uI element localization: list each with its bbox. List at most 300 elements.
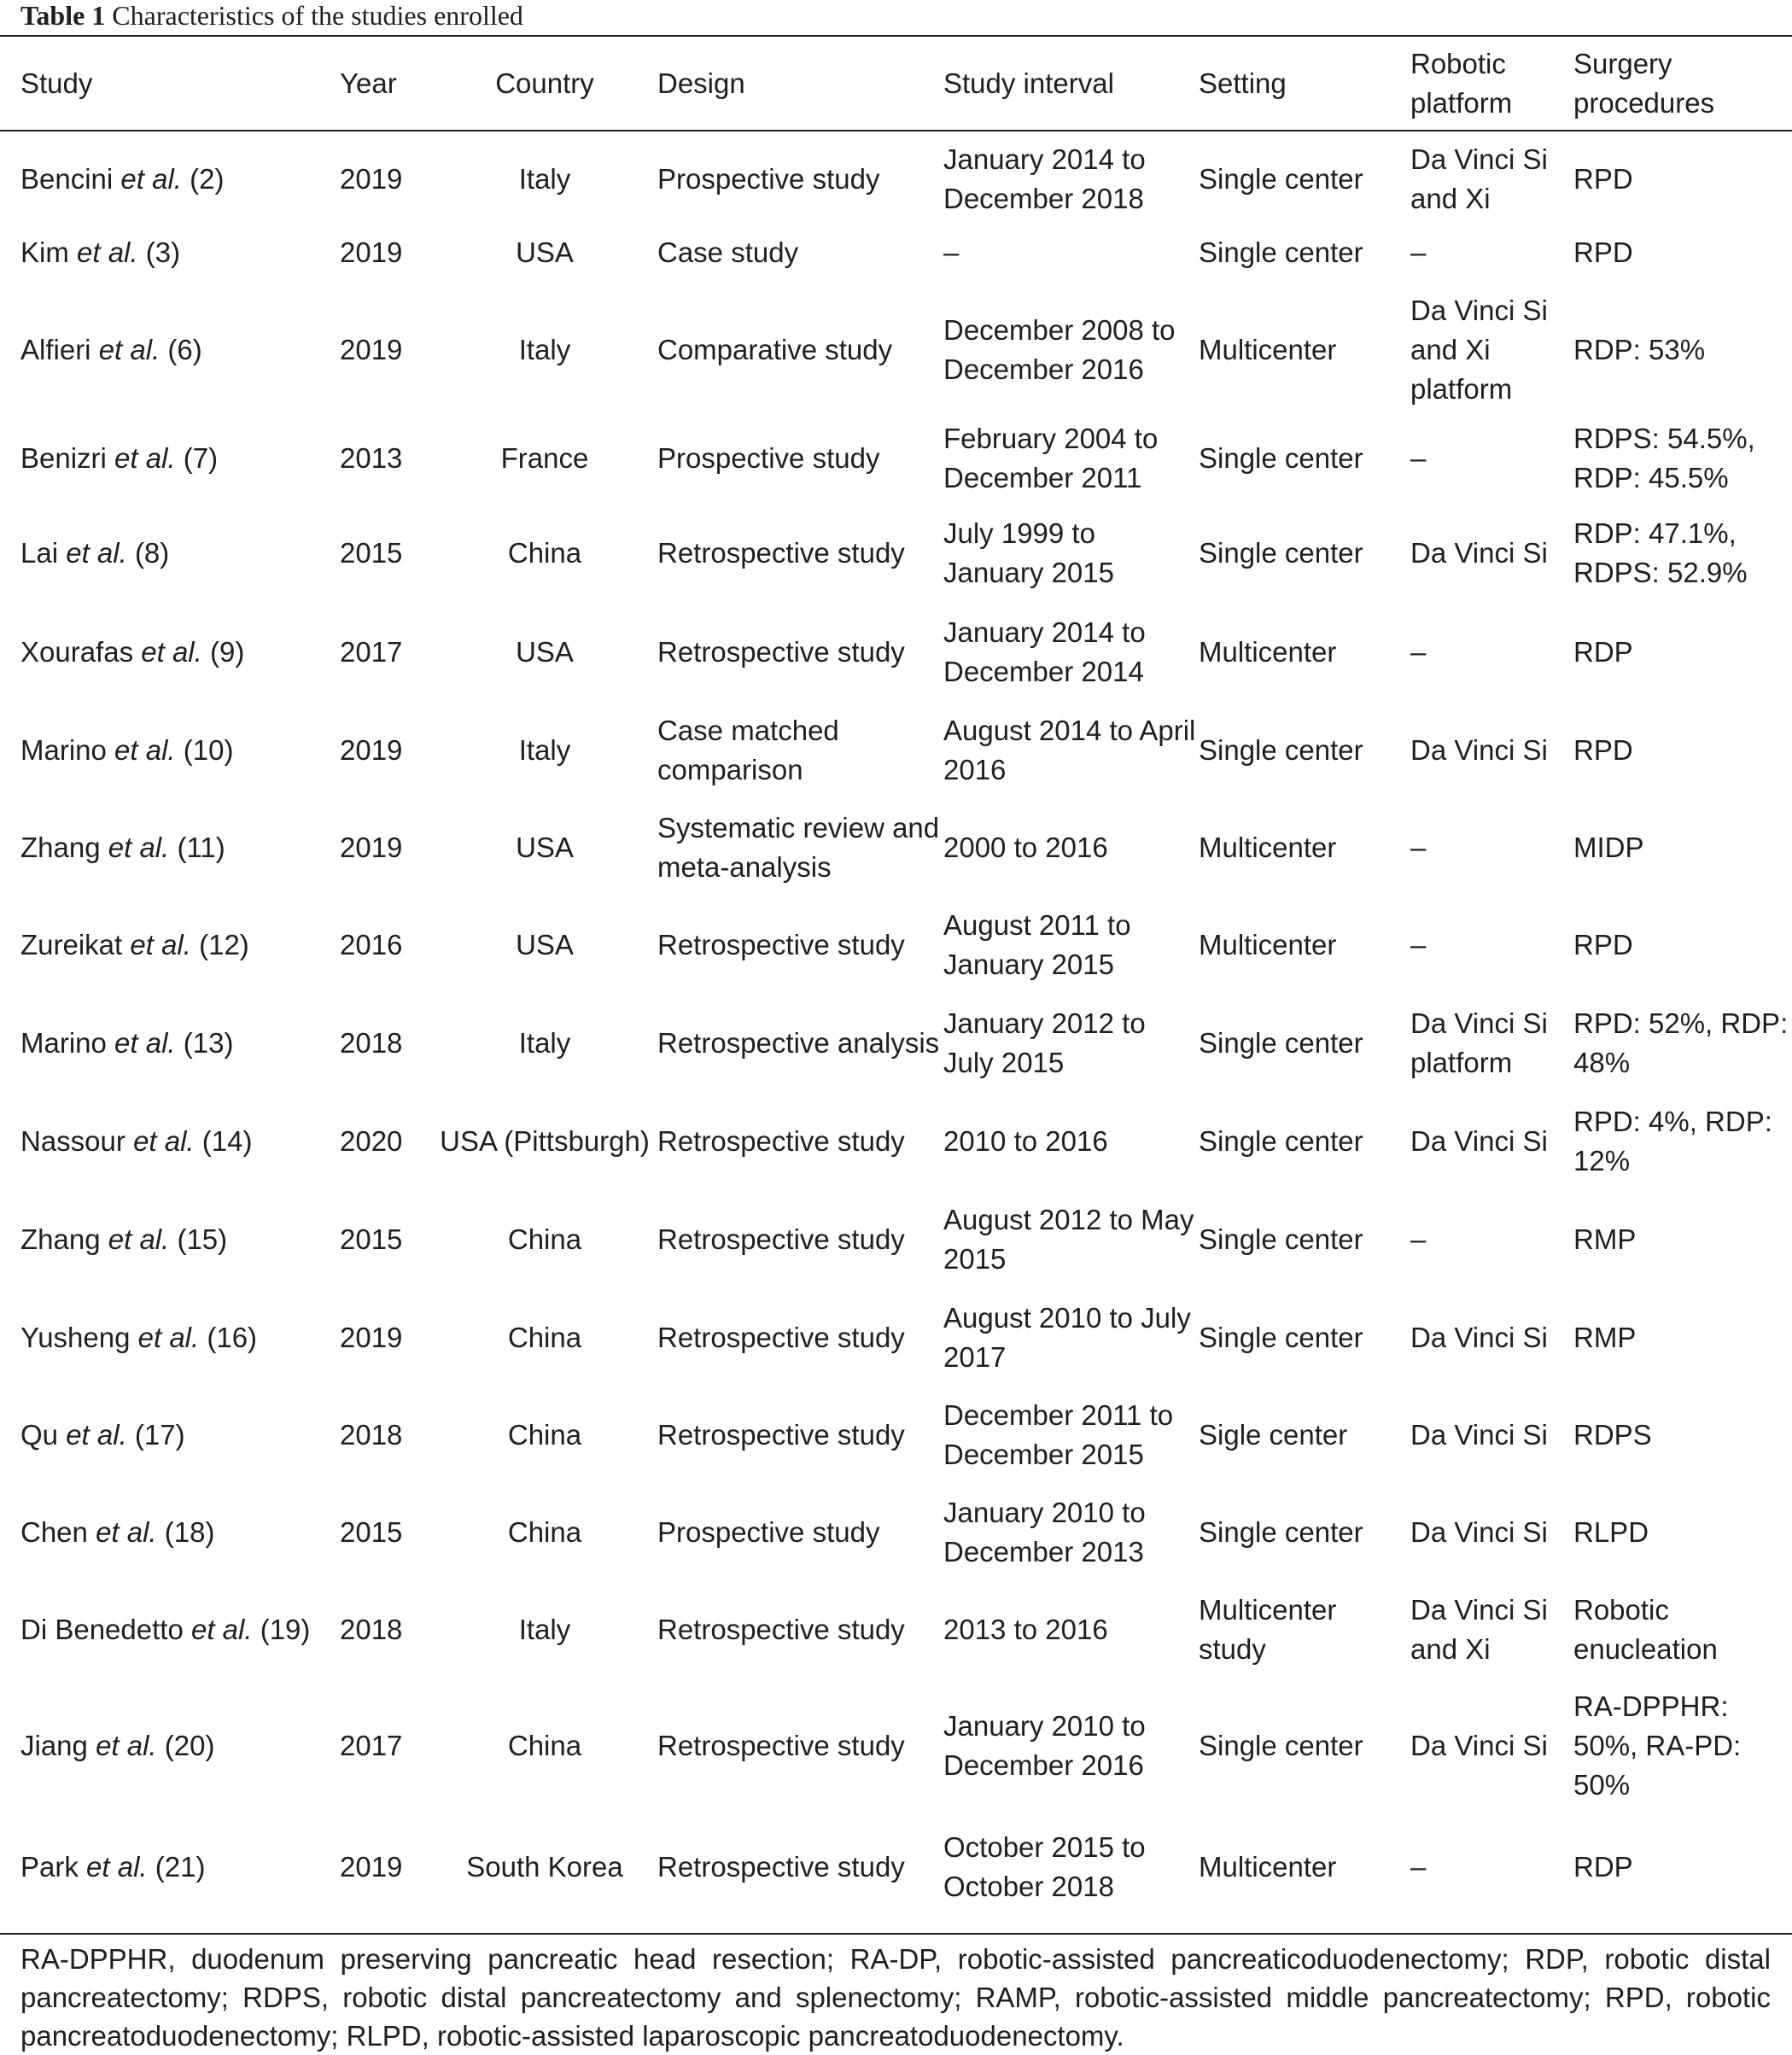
- cell-year: [340, 1190, 432, 1289]
- interval-value: January 2014 to December 2014: [943, 616, 1146, 687]
- cell-procedures: [1573, 603, 1792, 702]
- study-etal: et al.: [120, 163, 182, 195]
- study-ref: (8): [134, 537, 170, 569]
- study-etal: et al.: [133, 1125, 195, 1157]
- interval-value: January 2010 to December 2013: [943, 1497, 1146, 1568]
- cell-platform: [1410, 1581, 1573, 1678]
- setting-value: Single center: [1199, 442, 1363, 474]
- design-value: Retrospective study: [657, 1851, 905, 1883]
- cell-procedures: [1573, 1093, 1792, 1190]
- year-value: 2015: [340, 1516, 403, 1548]
- setting-value: Multicenter: [1199, 929, 1337, 960]
- study-ref: (14): [201, 1125, 253, 1157]
- procedures-value: RPD: [1573, 929, 1633, 960]
- cell-design: [657, 287, 943, 413]
- cell-design: [657, 702, 943, 799]
- study-author: Marino: [20, 1027, 107, 1059]
- cell-country: [432, 287, 657, 413]
- procedures-value: RPD: 52%, RDP: 48%: [1573, 1007, 1789, 1078]
- cell-setting: [1199, 504, 1410, 603]
- cell-country: [432, 1289, 657, 1387]
- procedures-value: RPD: 4%, RDP: 12%: [1573, 1106, 1772, 1176]
- setting-value: Multicenter study: [1199, 1594, 1337, 1665]
- study-author: Bencini: [20, 163, 114, 195]
- cell-setting: [1199, 287, 1410, 413]
- platform-value: –: [1410, 636, 1427, 668]
- cell-platform: [1410, 603, 1573, 702]
- cell-setting: [1199, 1289, 1410, 1387]
- setting-value: Single center: [1199, 236, 1363, 268]
- cell-design: [657, 1190, 943, 1289]
- cell-procedures: [1573, 287, 1792, 413]
- platform-value: Da Vinci Si: [1410, 1419, 1548, 1451]
- table-row: [0, 799, 1792, 896]
- cell-procedures: [1573, 1190, 1792, 1289]
- design-value: Retrospective study: [657, 1730, 905, 1761]
- interval-value: August 2011 to January 2015: [943, 909, 1131, 980]
- cell-platform: [1410, 504, 1573, 603]
- interval-value: August 2010 to July 2017: [943, 1302, 1191, 1373]
- cell-procedures: [1573, 1387, 1792, 1484]
- cell-platform: [1410, 994, 1573, 1093]
- cell-country: [432, 1484, 657, 1581]
- header-study: Study: [20, 67, 93, 99]
- cell-platform: [1410, 1093, 1573, 1190]
- platform-value: –: [1410, 236, 1427, 268]
- procedures-value: RPD: [1573, 163, 1633, 195]
- platform-value: Da Vinci Si: [1410, 1322, 1548, 1353]
- design-value: Retrospective analysis: [657, 1027, 940, 1059]
- cell-interval: [943, 1289, 1199, 1387]
- study-ref: (6): [167, 334, 202, 365]
- cell-study: [0, 1813, 340, 1921]
- cell-design: [657, 1093, 943, 1190]
- country-value: Italy: [518, 1027, 571, 1059]
- studies-table: [0, 38, 1792, 1921]
- setting-value: Multicenter: [1199, 334, 1337, 365]
- study-ref: (9): [209, 636, 245, 668]
- country-value: Italy: [518, 163, 571, 195]
- cell-country: [432, 1678, 657, 1813]
- setting-value: Single center: [1199, 537, 1363, 569]
- cell-design: [657, 413, 943, 504]
- interval-value: January 2010 to December 2016: [943, 1710, 1146, 1781]
- cell-platform: [1410, 1289, 1573, 1387]
- cell-year: [340, 219, 432, 287]
- setting-value: Single center: [1199, 1516, 1363, 1548]
- cell-year: [340, 413, 432, 504]
- year-value: 2016: [340, 929, 403, 960]
- cell-setting: [1199, 413, 1410, 504]
- platform-value: Da Vinci Si and Xi platform: [1410, 295, 1548, 405]
- study-ref: (3): [145, 236, 181, 268]
- study-author: Lai: [20, 537, 59, 569]
- cell-procedures: [1573, 994, 1792, 1093]
- procedures-value: RMP: [1573, 1223, 1637, 1255]
- study-author: Park: [20, 1851, 79, 1883]
- platform-value: Da Vinci Si: [1410, 1516, 1548, 1548]
- table-row: [0, 1581, 1792, 1678]
- year-value: 2017: [340, 1730, 403, 1761]
- procedures-value: RDP: [1573, 1851, 1633, 1883]
- study-ref: (7): [183, 442, 219, 474]
- study-etal: et al.: [108, 832, 170, 863]
- procedures-value: RA-DPPHR: 50%, RA-PD: 50%: [1573, 1690, 1742, 1801]
- study-ref: (17): [134, 1419, 185, 1451]
- country-value: Italy: [518, 334, 571, 365]
- study-ref: (15): [177, 1223, 228, 1255]
- cell-setting: [1199, 219, 1410, 287]
- setting-value: Single center: [1199, 1223, 1363, 1255]
- cell-design: [657, 504, 943, 603]
- year-value: 2013: [340, 442, 403, 474]
- design-value: Case matched comparison: [657, 715, 839, 785]
- cell-platform: [1410, 1190, 1573, 1289]
- cell-setting: [1199, 1093, 1410, 1190]
- platform-value: Da Vinci Si platform: [1410, 1007, 1548, 1078]
- year-value: 2019: [340, 236, 403, 268]
- cell-platform: [1410, 1484, 1573, 1581]
- setting-value: Single center: [1199, 1027, 1363, 1059]
- design-value: Retrospective study: [657, 929, 905, 960]
- cell-study: [0, 1190, 340, 1289]
- cell-setting: [1199, 1190, 1410, 1289]
- study-etal: et al.: [114, 442, 176, 474]
- procedures-value: RDP: 53%: [1573, 334, 1706, 365]
- procedures-value: RMP: [1573, 1322, 1637, 1353]
- table-caption-label: Table 1: [20, 0, 106, 31]
- study-author: Zhang: [20, 1223, 101, 1255]
- country-value: USA (Pittsburgh): [440, 1125, 650, 1157]
- year-value: 2019: [340, 334, 403, 365]
- year-value: 2018: [340, 1614, 403, 1645]
- cell-platform: [1410, 219, 1573, 287]
- cell-design: [657, 1813, 943, 1921]
- country-value: USA: [516, 929, 574, 960]
- setting-value: Single center: [1199, 1322, 1363, 1353]
- cell-study: [0, 504, 340, 603]
- interval-value: February 2004 to December 2011: [943, 423, 1159, 493]
- cell-procedures: [1573, 1484, 1792, 1581]
- cell-country: [432, 413, 657, 504]
- cell-study: [0, 603, 340, 702]
- table-row: [0, 504, 1792, 603]
- design-value: Case study: [657, 236, 799, 268]
- table-row: [0, 994, 1792, 1093]
- interval-value: 2010 to 2016: [943, 1125, 1108, 1157]
- study-etal: et al.: [98, 334, 161, 365]
- study-etal: et al.: [86, 1851, 148, 1883]
- bottom-rule: [0, 1933, 1792, 1935]
- table-row: [0, 1813, 1792, 1921]
- study-ref: (13): [183, 1027, 234, 1059]
- setting-value: Multicenter: [1199, 832, 1337, 863]
- procedures-value: RPD: [1573, 236, 1633, 268]
- cell-year: [340, 1289, 432, 1387]
- cell-interval: [943, 1581, 1199, 1678]
- country-value: China: [507, 1223, 582, 1255]
- procedures-value: RDP: [1573, 636, 1633, 668]
- cell-study: [0, 1484, 340, 1581]
- study-etal: et al.: [190, 1614, 253, 1645]
- interval-value: December 2011 to December 2015: [943, 1399, 1174, 1470]
- study-author: Di Benedetto: [20, 1614, 184, 1645]
- platform-value: Da Vinci Si: [1410, 1730, 1548, 1761]
- table-footnote: RA-DPPHR, duodenum preserving pancreatic head resection; RA-DP, robotic-assisted pancreaticoduodenectomy; RDP, robotic distal pancreatectomy; RDPS, robotic distal pancreatectomy and splenectomy; RAMP, robotic-assisted middle pancreatectomy; RPD, robotic pancreatoduodenectomy; RLPD, robotic-assisted laparoscopic pancreatoduodenectomy.: [20, 1943, 1771, 2052]
- study-author: Zureikat: [20, 929, 123, 960]
- study-ref: (11): [177, 832, 225, 863]
- interval-value: January 2012 to July 2015: [943, 1007, 1146, 1078]
- cell-country: [432, 1190, 657, 1289]
- cell-platform: [1410, 287, 1573, 413]
- study-etal: et al.: [130, 929, 191, 960]
- interval-value: December 2008 to December 2016: [943, 314, 1176, 385]
- design-value: Systematic review and meta-analysis: [657, 812, 940, 883]
- procedures-value: RDPS: [1573, 1419, 1652, 1451]
- country-value: China: [507, 1730, 582, 1761]
- cell-design: [657, 219, 943, 287]
- cell-year: [340, 1484, 432, 1581]
- cell-setting: [1199, 131, 1410, 219]
- study-ref: (2): [190, 163, 225, 195]
- cell-platform: [1410, 896, 1573, 994]
- cell-study: [0, 1093, 340, 1190]
- cell-study: [0, 1387, 340, 1484]
- study-author: Chen: [20, 1516, 88, 1548]
- cell-country: [432, 799, 657, 896]
- cell-year: [340, 896, 432, 994]
- study-ref: (21): [155, 1851, 206, 1883]
- year-value: 2019: [340, 832, 403, 863]
- study-author: Jiang: [20, 1730, 88, 1761]
- cell-platform: [1410, 702, 1573, 799]
- table-row: [0, 131, 1792, 219]
- study-ref: (10): [183, 734, 234, 766]
- study-etal: et al.: [77, 236, 138, 268]
- year-value: 2017: [340, 636, 403, 668]
- cell-setting: [1199, 1678, 1410, 1813]
- cell-procedures: [1573, 702, 1792, 799]
- cell-study: [0, 413, 340, 504]
- country-value: South Korea: [466, 1851, 623, 1883]
- setting-value: Single center: [1199, 163, 1363, 195]
- platform-value: Da Vinci Si: [1410, 734, 1548, 766]
- year-value: 2019: [340, 1322, 403, 1353]
- design-value: Retrospective study: [657, 636, 905, 668]
- design-value: Retrospective study: [657, 1223, 905, 1255]
- header-setting: Setting: [1199, 67, 1287, 99]
- procedures-value: MIDP: [1573, 832, 1644, 863]
- interval-value: August 2012 to May 2015: [943, 1204, 1194, 1275]
- cell-setting: [1199, 702, 1410, 799]
- cell-setting: [1199, 1387, 1410, 1484]
- cell-country: [432, 1387, 657, 1484]
- cell-interval: [943, 1093, 1199, 1190]
- setting-value: Single center: [1199, 1125, 1363, 1157]
- country-value: Italy: [518, 1614, 571, 1645]
- table-row: [0, 287, 1792, 413]
- cell-procedures: [1573, 1581, 1792, 1678]
- top-rule: [0, 35, 1792, 37]
- cell-year: [340, 1678, 432, 1813]
- cell-country: [432, 994, 657, 1093]
- platform-value: –: [1410, 929, 1427, 960]
- platform-value: Da Vinci Si: [1410, 1125, 1548, 1157]
- interval-value: –: [943, 236, 960, 268]
- study-etal: et al.: [108, 1223, 170, 1255]
- study-etal: et al.: [114, 1027, 176, 1059]
- cell-procedures: [1573, 504, 1792, 603]
- cell-platform: [1410, 1387, 1573, 1484]
- study-author: Xourafas: [20, 636, 134, 668]
- study-ref: (16): [207, 1322, 258, 1353]
- procedures-value: RLPD: [1573, 1516, 1649, 1548]
- cell-procedures: [1573, 1678, 1792, 1813]
- cell-country: [432, 702, 657, 799]
- cell-procedures: [1573, 896, 1792, 994]
- cell-platform: [1410, 1813, 1573, 1921]
- design-value: Retrospective study: [657, 537, 905, 569]
- year-value: 2019: [340, 734, 403, 766]
- cell-setting: [1199, 799, 1410, 896]
- country-value: Italy: [518, 734, 571, 766]
- cell-interval: [943, 603, 1199, 702]
- cell-year: [340, 1387, 432, 1484]
- study-author: Kim: [20, 236, 69, 268]
- interval-value: August 2014 to April 2016: [943, 715, 1196, 785]
- cell-procedures: [1573, 219, 1792, 287]
- setting-value: Multicenter: [1199, 1851, 1337, 1883]
- study-ref: (19): [260, 1614, 311, 1645]
- table-row: [0, 1678, 1792, 1813]
- cell-interval: [943, 1484, 1199, 1581]
- country-value: USA: [516, 832, 574, 863]
- table-caption: [20, 0, 523, 34]
- country-value: France: [500, 442, 589, 474]
- cell-study: [0, 799, 340, 896]
- study-ref: (12): [199, 929, 249, 960]
- cell-setting: [1199, 603, 1410, 702]
- procedures-value: Robotic enucleation: [1573, 1594, 1718, 1665]
- cell-platform: [1410, 1678, 1573, 1813]
- cell-year: [340, 994, 432, 1093]
- setting-value: Multicenter: [1199, 636, 1337, 668]
- year-value: 2015: [340, 1223, 403, 1255]
- study-ref: (18): [164, 1516, 215, 1548]
- cell-country: [432, 896, 657, 994]
- procedures-value: RDPS: 54.5%, RDP: 45.5%: [1573, 423, 1755, 493]
- cell-setting: [1199, 1581, 1410, 1678]
- study-author: Zhang: [20, 832, 101, 863]
- study-author: Alfieri: [20, 334, 91, 365]
- interval-value: January 2014 to December 2018: [943, 143, 1146, 214]
- procedures-value: RPD: [1573, 734, 1633, 766]
- table-row: [0, 1190, 1792, 1289]
- cell-year: [340, 1581, 432, 1678]
- cell-procedures: [1573, 799, 1792, 896]
- country-value: China: [507, 537, 582, 569]
- platform-value: –: [1410, 1223, 1427, 1255]
- study-author: Yusheng: [20, 1322, 131, 1353]
- header-procedures: Surgery procedures: [1573, 48, 1715, 119]
- year-value: 2015: [340, 537, 403, 569]
- study-etal: et al.: [96, 1730, 157, 1761]
- cell-interval: [943, 504, 1199, 603]
- cell-design: [657, 799, 943, 896]
- cell-interval: [943, 1813, 1199, 1921]
- cell-interval: [943, 131, 1199, 219]
- year-value: 2019: [340, 163, 403, 195]
- country-value: China: [507, 1516, 582, 1548]
- year-value: 2018: [340, 1419, 403, 1451]
- cell-interval: [943, 413, 1199, 504]
- cell-study: [0, 1581, 340, 1678]
- cell-year: [340, 504, 432, 603]
- platform-value: –: [1410, 832, 1427, 863]
- cell-platform: [1410, 413, 1573, 504]
- table-row: [0, 896, 1792, 994]
- cell-country: [432, 219, 657, 287]
- cell-platform: [1410, 131, 1573, 219]
- cell-design: [657, 1289, 943, 1387]
- table-row: [0, 413, 1792, 504]
- platform-value: Da Vinci Si and Xi: [1410, 1594, 1548, 1665]
- procedures-value: RDP: 47.1%, RDPS: 52.9%: [1573, 517, 1748, 588]
- cell-year: [340, 603, 432, 702]
- cell-procedures: [1573, 1813, 1792, 1921]
- cell-study: [0, 994, 340, 1093]
- cell-study: [0, 1678, 340, 1813]
- header-row: [0, 38, 1792, 131]
- setting-value: Single center: [1199, 734, 1363, 766]
- interval-value: October 2015 to October 2018: [943, 1831, 1146, 1902]
- cell-country: [432, 603, 657, 702]
- study-author: Nassour: [20, 1125, 125, 1157]
- design-value: Prospective study: [657, 163, 880, 195]
- cell-interval: [943, 702, 1199, 799]
- cell-procedures: [1573, 131, 1792, 219]
- cell-country: [432, 1581, 657, 1678]
- table-row: [0, 1484, 1792, 1581]
- cell-procedures: [1573, 1289, 1792, 1387]
- table-row: [0, 1387, 1792, 1484]
- cell-study: [0, 219, 340, 287]
- study-etal: et al.: [141, 636, 202, 668]
- cell-year: [340, 131, 432, 219]
- cell-setting: [1199, 896, 1410, 994]
- design-value: Comparative study: [657, 334, 893, 365]
- cell-design: [657, 1387, 943, 1484]
- table-row: [0, 1093, 1792, 1190]
- study-ref: (20): [164, 1730, 215, 1761]
- cell-design: [657, 896, 943, 994]
- header-country: Country: [495, 67, 594, 99]
- table-row: [0, 1289, 1792, 1387]
- country-value: USA: [516, 236, 574, 268]
- table-caption-text: Characteristics of the studies enrolled: [112, 0, 523, 31]
- platform-value: –: [1410, 442, 1427, 474]
- interval-value: 2000 to 2016: [943, 832, 1108, 863]
- cell-year: [340, 287, 432, 413]
- cell-study: [0, 1289, 340, 1387]
- cell-design: [657, 1678, 943, 1813]
- header-platform: Robotic platform: [1410, 48, 1513, 119]
- cell-interval: [943, 1190, 1199, 1289]
- setting-value: Single center: [1199, 1730, 1363, 1761]
- setting-value: Sigle center: [1199, 1419, 1348, 1451]
- cell-design: [657, 1484, 943, 1581]
- study-etal: et al.: [96, 1516, 157, 1548]
